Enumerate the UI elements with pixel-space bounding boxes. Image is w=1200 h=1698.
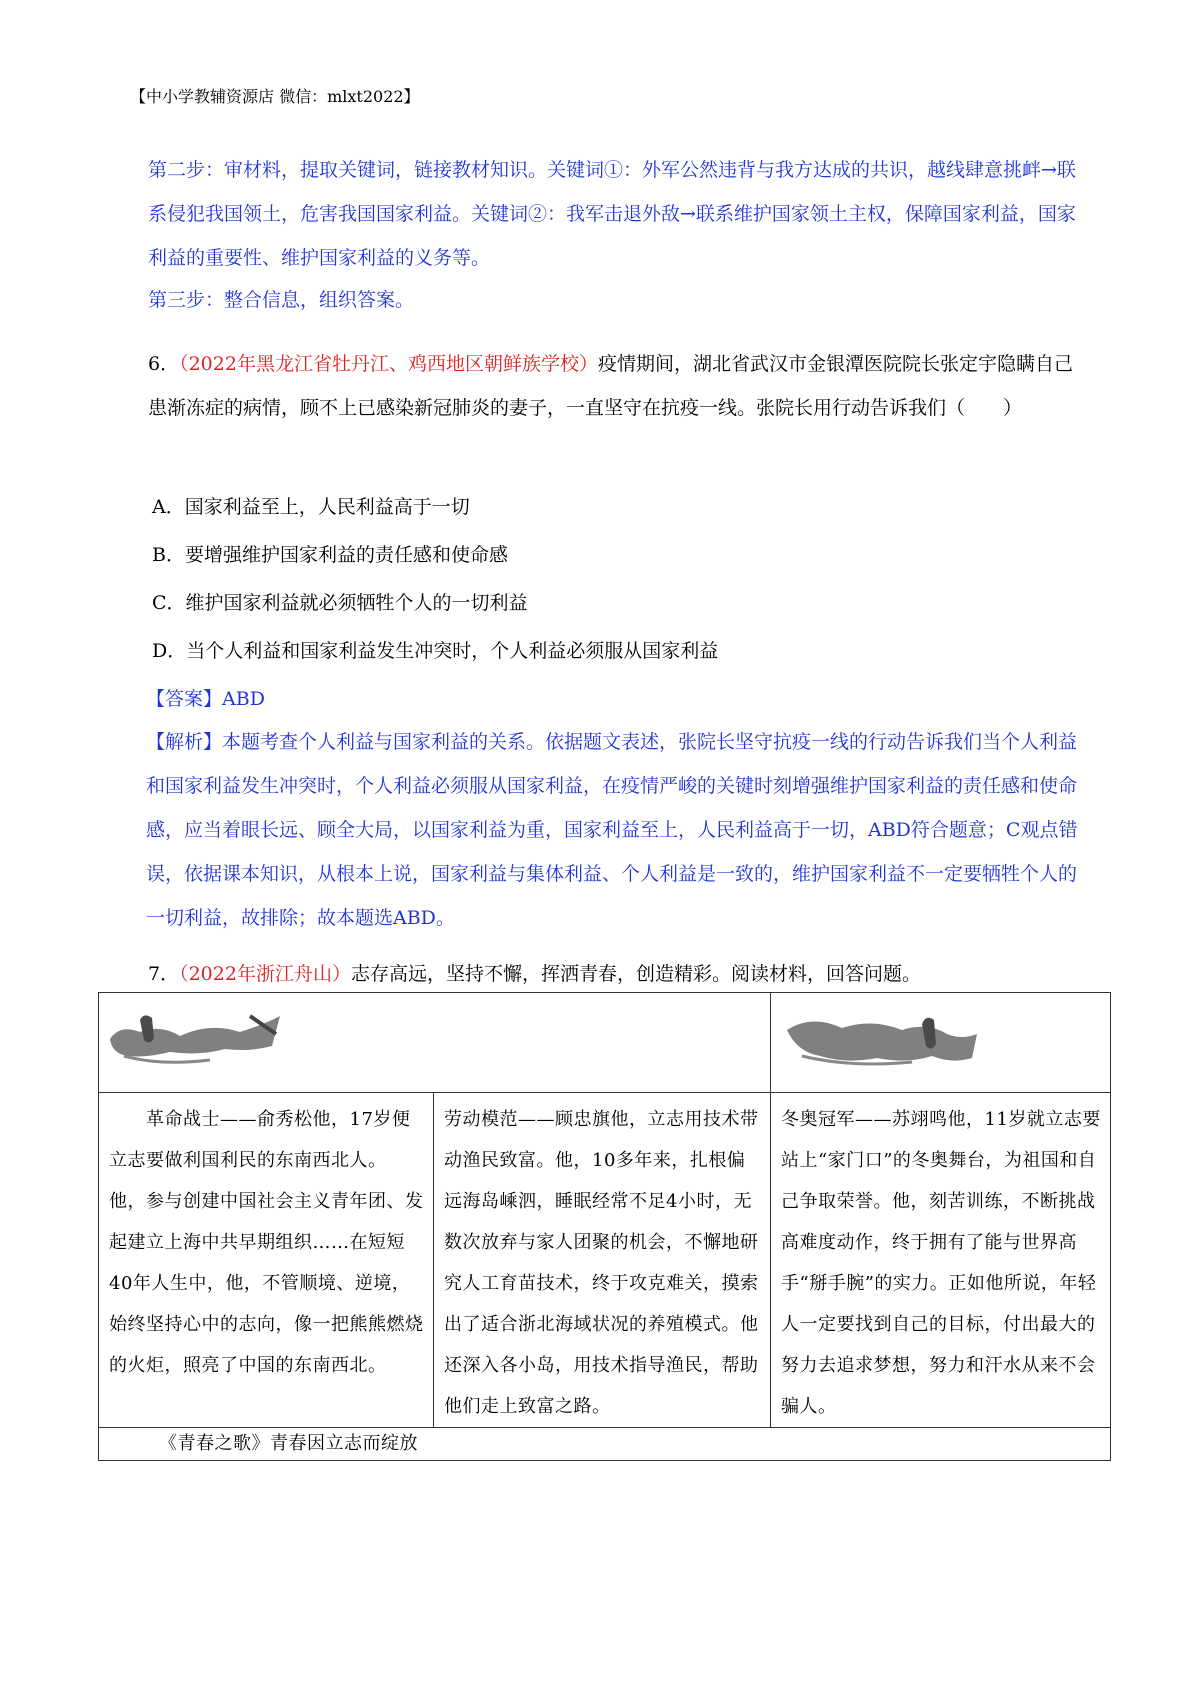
material-col-gu-zhongqi: 劳动模范——顾忠旗他，立志用技术带动渔民致富。他，10多年来，扎根偏远海岛嵊泗，睡眠经常不足4小时，无数次放弃与家人团聚的机会，不懈地研究人工育苗技术，终于攻克难关，摸索出了适合浙北海域状况的养殖模式。他还深入各小岛，用技术指导渔民，帮助他们走上致富之路。 — [434, 1093, 771, 1428]
analysis-label: 【解析】 — [146, 731, 223, 753]
analysis-text: 本题考查个人利益与国家利益的关系。依据题文表述，张院长坚守抗疫一线的行动告诉我们当个人利益和国家利益发生冲突时，个人利益必须服从国家利益，在疫情严峻的关键时刻增强维护国家利益的责任感和使命感，应当着眼长远、顾全大局，以国家利益为重，国家利益至上，人民利益高于一切，ABD符合题意；C观点错误，依据课本知识，从根本上说，国家利益与集体利益、个人利益是一致的，维护国家利益不一定要牺牲个人的一切利益，故排除；故本题选ABD。 — [146, 731, 1078, 929]
q6-source: （2022年黑龙江省牡丹江、鸡西地区朝鲜族学校） — [179, 353, 598, 375]
q7-stem: 志存高远，坚持不懈，挥洒青春，创造精彩。阅读材料，回答问题。 — [350, 963, 921, 985]
step3-text: 第三步：整合信息，组织答案。 — [148, 289, 415, 311]
q7-number: 7． — [148, 963, 180, 985]
q6-option-d: D．当个人利益和国家利益发生冲突时，个人利益必须服从国家利益 — [152, 640, 719, 662]
q6-option-c: C．维护国家利益就必须牺牲个人的一切利益 — [152, 592, 528, 614]
question-6 — [148, 342, 1088, 430]
material-col-yu-xiusong: 革命战士——俞秀松他，17岁便立志要做利国利民的东南西北人。 他，参与创建中国社会主义青年团、发起建立上海中共早期组织……在短短40年人生中，他，不管顺境、逆境，始终坚持心中的志向，像一把熊熊燃烧的火炬，照亮了中国的东南西北。 — [99, 1093, 434, 1428]
q7-source: （2022年浙江舟山） — [179, 963, 351, 985]
material-footer: 《青春之歌》青春因立志而绽放 — [99, 1428, 1111, 1461]
banner-cell-left — [99, 993, 771, 1093]
page-header: 【中小学教辅资源店 微信：mlxt2022】 — [130, 87, 420, 106]
q6-number: 6． — [148, 353, 180, 375]
step2-text: 第二步：审材料，提取关键词，链接教材知识。关键词①：外军公然违背与我方达成的共识，越线肆意挑衅→联系侵犯我国领土，危害我国国家利益。关键词②：我军击退外敌→联系维护国家领土主权，保障国家利益，国家利益的重要性、维护国家利益的义务等。 — [148, 159, 1076, 269]
ink-banner-icon — [772, 994, 992, 1074]
q6-option-a: A．国家利益至上，人民利益高于一切 — [152, 496, 470, 518]
question-7 — [148, 952, 1088, 996]
q6-answer — [146, 684, 265, 711]
q6-analysis — [146, 720, 1086, 940]
material-table — [98, 992, 1111, 1461]
material-col-su-yiming: 冬奥冠军——苏翊鸣他，11岁就立志要站上“家门口”的冬奥舞台，为祖国和自己争取荣誉。他，刻苦训练，不断挑战高难度动作，终于拥有了能与世界高手“掰手腕”的实力。正如他所说，年轻人一定要找到自己的目标，付出最大的努力去追求梦想，努力和汗水从来不会骗人。 — [771, 1093, 1111, 1428]
answer-label: 【答案】 — [146, 688, 223, 710]
ink-banner-icon — [100, 994, 300, 1074]
q6-stem: 疫情期间，湖北省武汉市金银潭医院院长张定宇隐瞒自己患渐冻症的病情，顾不上已感染新冠肺炎的妻子，一直坚守在抗疫一线。张院长用行动告诉我们（ ） — [148, 353, 1073, 419]
answer-value: ABD — [222, 688, 265, 710]
banner-cell-right — [771, 993, 1111, 1093]
q6-option-b: B．要增强维护国家利益的责任感和使命感 — [152, 544, 508, 566]
